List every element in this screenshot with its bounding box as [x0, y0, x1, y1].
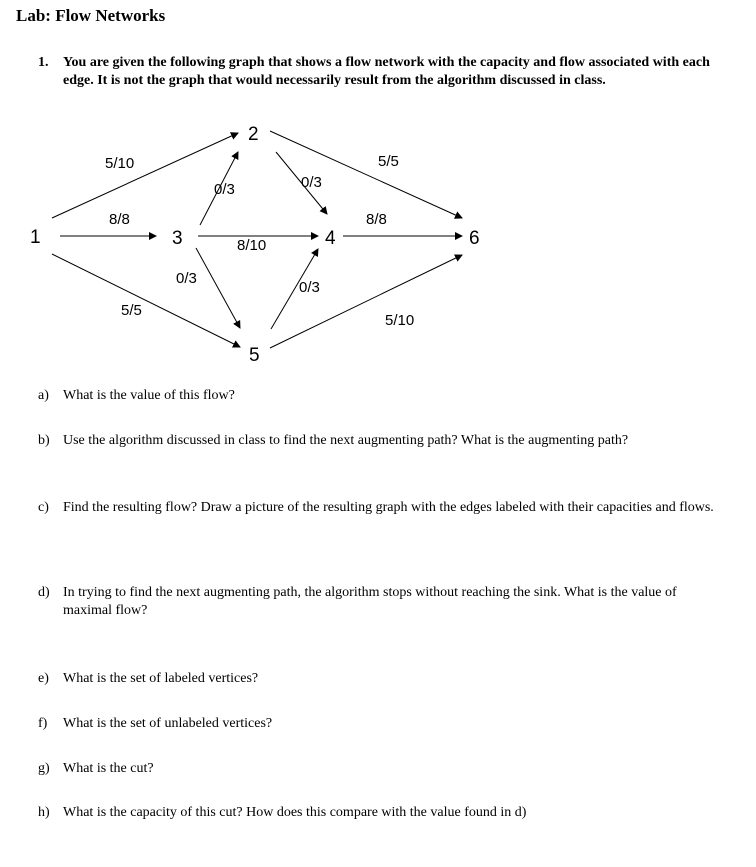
edge-5-6	[270, 255, 462, 348]
question-text: Find the resulting flow? Draw a picture of the resulting graph with the edges labeled with their capacities and flows.	[63, 500, 714, 515]
edge-label-1-3: 8/8	[109, 211, 130, 228]
problem-number: 1.	[38, 55, 49, 70]
question-e	[38, 670, 728, 688]
edge-label-1-5: 5/5	[121, 302, 142, 319]
edge-label-1-2: 5/10	[105, 155, 135, 172]
edge-3-5	[196, 248, 240, 328]
question-label: a)	[38, 388, 49, 403]
edge-2-6	[270, 131, 462, 218]
edge-label-5-4: 0/3	[299, 279, 320, 296]
node-6: 6	[469, 228, 480, 249]
problem-text: You are given the following graph that shows a flow network with the capacity and flow associated with each edge. It is not the graph that would necessarily result from the algorithm discussed in class.	[63, 55, 710, 88]
question-text: What is the set of labeled vertices?	[63, 671, 259, 686]
question-g	[38, 760, 728, 778]
flow-network-graph	[0, 110, 756, 372]
edge-label-3-4: 8/10	[237, 237, 267, 254]
question-text: What is the capacity of this cut? How does this compare with the value found in d)	[63, 805, 527, 820]
edge-label-5-6: 5/10	[385, 312, 415, 329]
question-a	[38, 387, 728, 405]
question-c	[38, 499, 728, 517]
question-text: What is the value of this flow?	[63, 388, 235, 403]
question-label: h)	[38, 805, 50, 820]
edge-label-2-4: 0/3	[301, 174, 322, 191]
question-b	[38, 432, 728, 450]
page-title: Lab: Flow Networks	[16, 6, 166, 25]
question-label: c)	[38, 500, 49, 515]
question-h	[38, 804, 728, 822]
question-text: What is the set of unlabeled vertices?	[63, 716, 273, 731]
question-label: e)	[38, 671, 49, 686]
node-1: 1	[30, 227, 41, 248]
node-3: 3	[172, 228, 183, 249]
question-label: d)	[38, 585, 50, 600]
node-4: 4	[325, 228, 336, 249]
question-text: In trying to find the next augmenting path, the algorithm stops without reaching the sink. What is the value of maximal flow?	[63, 585, 677, 618]
edge-label-4-6: 8/8	[366, 211, 387, 228]
question-f	[38, 715, 728, 733]
edge-label-2-6: 5/5	[378, 153, 399, 170]
question-label: g)	[38, 761, 50, 776]
edge-1-5	[52, 254, 240, 347]
node-5: 5	[249, 345, 260, 366]
node-2: 2	[248, 124, 259, 145]
problem-statement	[38, 54, 728, 90]
question-label: b)	[38, 433, 50, 448]
question-d	[38, 584, 728, 620]
question-label: f)	[38, 716, 48, 731]
edge-label-3-2: 0/3	[214, 181, 235, 198]
edge-label-3-5: 0/3	[176, 270, 197, 287]
question-text: Use the algorithm discussed in class to find the next augmenting path? What is the augmenting path?	[63, 433, 629, 448]
question-text: What is the cut?	[63, 761, 154, 776]
